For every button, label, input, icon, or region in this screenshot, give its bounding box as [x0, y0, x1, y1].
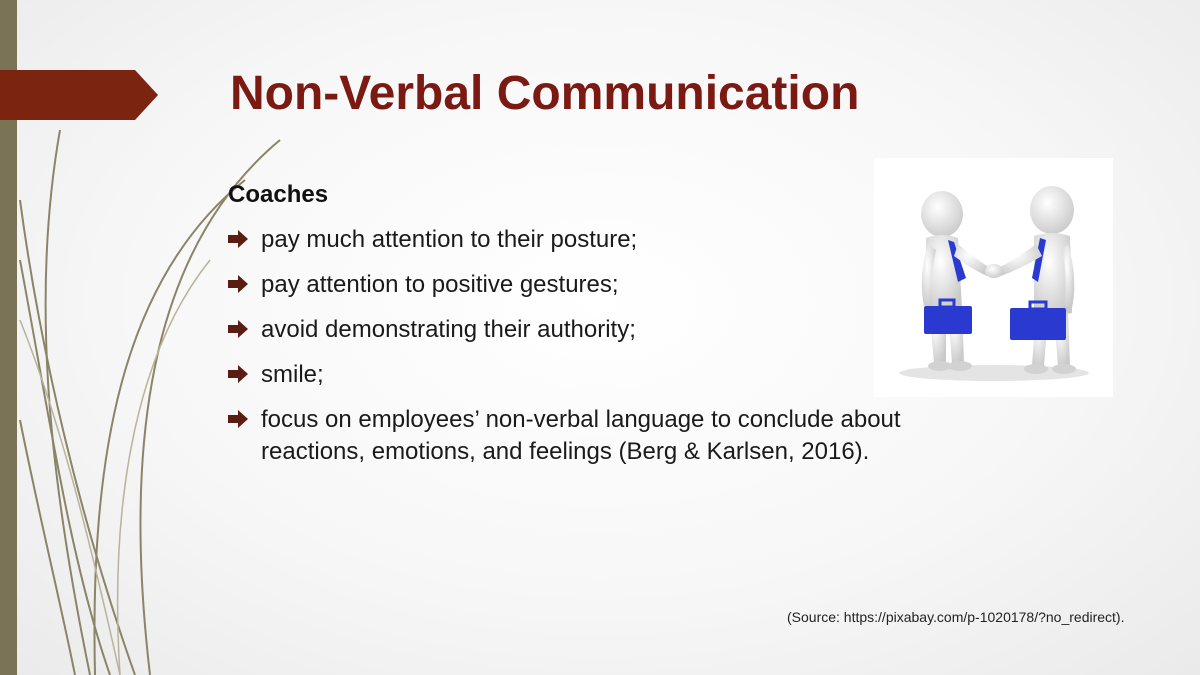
bullet-list [228, 224, 968, 481]
handshake-3d-figures-image [874, 158, 1113, 397]
arrow-right-bullet-icon [228, 365, 248, 383]
bullet-text: avoid demonstrating their authority; [261, 316, 636, 343]
slide-title: Non-Verbal Communication [230, 67, 860, 120]
subheading: Coaches [228, 181, 329, 208]
handshake-image [874, 158, 1113, 397]
bullet-item [228, 224, 968, 256]
bullet-text: pay attention to positive gestures; [261, 271, 619, 298]
bullet-text: pay much attention to their posture; [261, 226, 638, 253]
arrow-right-bullet-icon [228, 410, 248, 428]
bullet-item [228, 269, 968, 301]
bullet-item [228, 359, 968, 391]
arrow-right-bullet-icon [228, 320, 248, 338]
bullet-item [228, 314, 968, 346]
arrow-right-bullet-icon [228, 275, 248, 293]
bullet-text: focus on employees’ non-verbal language to conclude about reactions, emotions, and feelings (Berg & Karlsen, 2016). [261, 406, 901, 465]
title-arrow-accent [0, 70, 160, 120]
bullet-text: smile; [261, 361, 324, 388]
source-citation: (Source: https://pixabay.com/p-1020178/?no_redirect). [787, 609, 1125, 625]
bullet-item [228, 404, 968, 468]
arrow-right-bullet-icon [228, 230, 248, 248]
